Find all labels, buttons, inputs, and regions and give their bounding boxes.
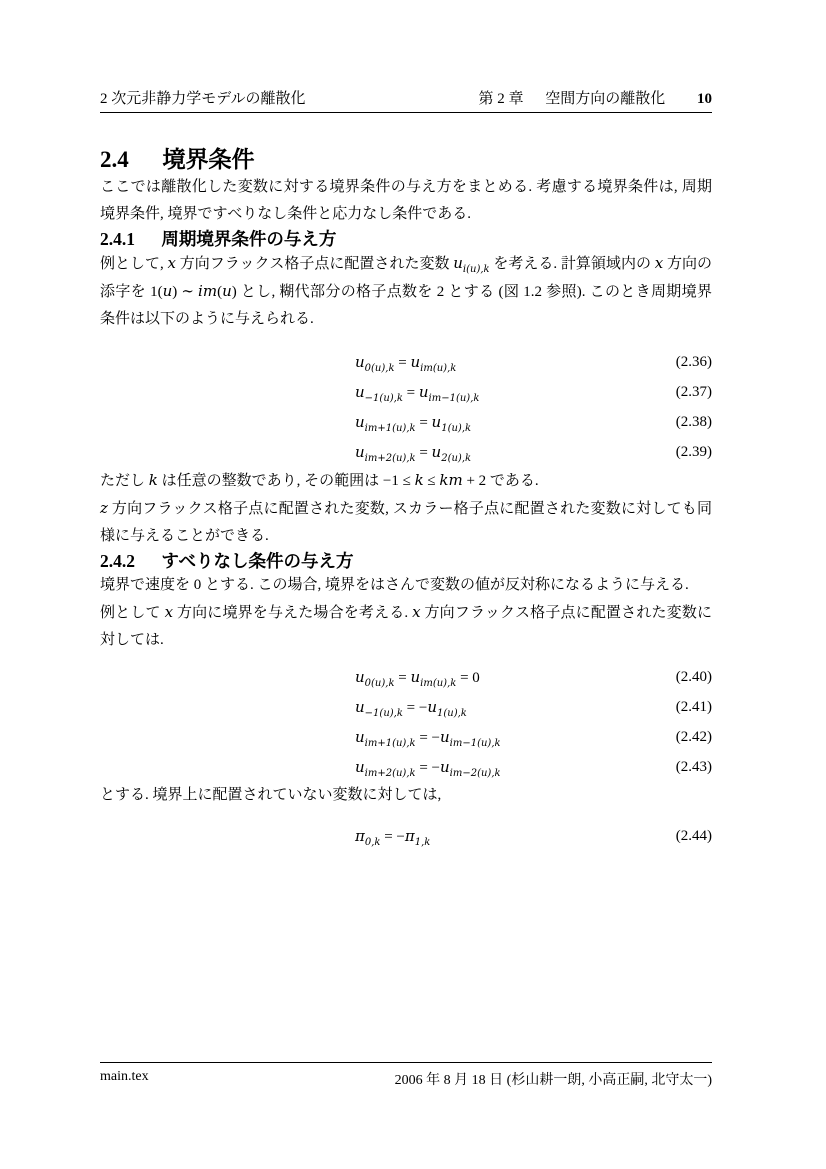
math-subscript: im(u),k	[420, 677, 457, 689]
math-subscript: −1(u),k	[364, 392, 403, 404]
math-token: u	[222, 282, 232, 300]
subsection-number: 2.4.1	[100, 229, 135, 249]
text-token: ここでは離散化した変数に対する境界条件の与え方をまとめる. 考慮する境界条件は, 周期境界条件, 境界ですべりなし条件と応力なし条件である.	[100, 179, 712, 222]
math-token: x	[412, 603, 421, 621]
text-token: は任意の整数であり, その範囲は −1 ≤	[157, 473, 415, 489]
equation-row	[100, 752, 712, 782]
math-token: u	[355, 697, 365, 716]
text-token: ) とし, 糊代部分の格子点数を 2 とする (図 1.2 参照). このとき周期境界条件は以下のように与えられる.	[100, 284, 712, 327]
equation-row	[100, 821, 712, 851]
para-intro	[100, 174, 712, 228]
text-token: 方向フラックス格子点に配置された変数に対しては.	[100, 605, 712, 648]
text-token: = −	[415, 759, 440, 776]
math-subscript: 1,k	[414, 836, 431, 848]
text-token: (	[217, 284, 223, 300]
equation-math	[355, 668, 480, 687]
equation-number: (2.37)	[675, 383, 712, 400]
math-token: u	[431, 412, 442, 431]
para-z-direction	[100, 495, 712, 550]
math-token: u	[355, 442, 365, 461]
math-token: u	[440, 727, 450, 746]
header-left-title: 2 次元非静力学モデルの離散化	[100, 91, 306, 107]
math-subscript: 1(u),k	[437, 707, 467, 719]
section-heading	[100, 146, 712, 174]
text-token: = −	[402, 699, 428, 716]
math-subscript: 0,k	[364, 836, 381, 848]
equation-number: (2.40)	[675, 668, 712, 685]
math-token: k	[414, 471, 424, 489]
text-token: とする. 境界上に配置されていない変数に対しては,	[100, 787, 442, 803]
equation-number: (2.43)	[675, 758, 712, 775]
math-subscript: 0(u),k	[364, 362, 395, 374]
equation-math	[355, 758, 501, 777]
math-subscript: im−2(u),k	[449, 767, 501, 779]
math-token: π	[404, 826, 415, 845]
text-token: =	[415, 414, 432, 431]
math-subscript: im−1(u),k	[449, 737, 501, 749]
para-noslip-intro	[100, 572, 712, 599]
header-chapter-number: 第 2 章	[478, 91, 524, 107]
equation-row	[100, 407, 712, 437]
equations-noslip	[100, 662, 712, 782]
equation-math	[355, 827, 430, 846]
equation-row	[100, 377, 712, 407]
equation-row	[100, 437, 712, 467]
math-subscript: im+2(u),k	[364, 767, 416, 779]
para-not-on-boundary	[100, 782, 712, 809]
text-token: 方向の添字を 1(	[100, 256, 712, 300]
subsection-title: 周期境界条件の与え方	[161, 229, 337, 249]
math-token: u	[410, 352, 421, 371]
text-token: 例として	[100, 605, 165, 621]
math-token: x	[654, 254, 664, 272]
math-token: u	[355, 382, 365, 401]
subsection-number: 2.4.2	[100, 551, 135, 571]
text-token: 境界で速度を 0 とする. この場合, 境界をはさんで変数の値が反対称になるように与える.	[100, 577, 689, 593]
equations-periodic	[100, 347, 712, 467]
equation-number: (2.39)	[675, 443, 712, 460]
equation-number: (2.42)	[675, 728, 712, 745]
page-number: 10	[697, 91, 712, 107]
equation-pi	[100, 821, 712, 851]
math-subscript: im(u),k	[420, 362, 457, 374]
page-footer	[100, 1062, 712, 1089]
section-number: 2.4	[100, 147, 129, 172]
text-token: =	[415, 444, 432, 461]
math-token: u	[440, 757, 450, 776]
math-subscript: im+1(u),k	[364, 737, 416, 749]
equation-number: (2.36)	[675, 353, 712, 370]
math-token: u	[453, 254, 463, 272]
text-token: =	[402, 384, 419, 401]
math-token: km	[439, 471, 463, 489]
math-token: u	[427, 697, 437, 716]
text-token: + 2 である.	[462, 473, 539, 489]
math-token: u	[355, 727, 365, 746]
math-token: π	[355, 826, 365, 845]
equation-math	[355, 698, 467, 717]
text-token: 方向フラックス格子点に配置された変数, スカラー格子点に配置された変数に対しても同様に与えることができる.	[100, 501, 712, 544]
equation-row	[100, 692, 712, 722]
math-token: u	[355, 667, 365, 686]
para-flux-example	[100, 250, 712, 333]
subsection-heading-noslip	[100, 550, 712, 572]
equation-row	[100, 722, 712, 752]
running-header	[100, 0, 712, 108]
equation-number: (2.41)	[675, 698, 712, 715]
math-token: x	[164, 603, 174, 621]
math-token: u	[162, 282, 173, 300]
text-token: =	[394, 354, 411, 371]
math-subscript: 0(u),k	[364, 677, 395, 689]
equation-row	[100, 347, 712, 377]
equation-math	[355, 413, 471, 432]
equation-math	[355, 353, 456, 372]
footer-row	[100, 1069, 712, 1089]
math-token: z	[100, 499, 108, 517]
header-rule	[100, 112, 712, 113]
math-subscript: −1(u),k	[364, 707, 403, 719]
math-token: u	[410, 667, 421, 686]
math-token: u	[355, 352, 365, 371]
para-noslip-example	[100, 599, 712, 654]
text-token: =	[394, 669, 411, 686]
subsection-heading-periodic	[100, 228, 712, 250]
math-token: u	[431, 442, 442, 461]
math-subscript: im+2(u),k	[364, 452, 416, 464]
math-subscript: i(u),k	[462, 264, 490, 275]
math-token: k	[148, 471, 158, 489]
math-subscript: im+1(u),k	[364, 422, 416, 434]
equation-math	[355, 383, 479, 402]
text-token: = −	[415, 729, 440, 746]
subsection-title: すべりなし条件の与え方	[161, 551, 354, 571]
text-token: 方向に境界を与えた場合を考える.	[173, 605, 413, 621]
text-token: ただし	[100, 473, 149, 489]
text-token: = 0	[456, 669, 480, 686]
footer-rule	[100, 1062, 712, 1063]
text-token: = −	[380, 828, 405, 845]
footer-date-authors: 2006 年 8 月 18 日 (杉山耕一朗, 小高正嗣, 北守太一)	[394, 1073, 712, 1088]
equation-row	[100, 662, 712, 692]
equation-math	[355, 443, 471, 462]
math-subscript: im−1(u),k	[428, 392, 480, 404]
text-token: ≤	[423, 473, 440, 489]
math-token: u	[355, 757, 365, 776]
para-k-range	[100, 467, 712, 495]
math-subscript: 1(u),k	[441, 422, 472, 434]
text-token: 方向フラックス格子点に配置された変数	[176, 256, 454, 272]
text-token: を考える. 計算領域内の	[489, 256, 655, 272]
equation-number: (2.38)	[675, 413, 712, 430]
equation-math	[355, 728, 501, 747]
header-chapter-title: 空間方向の離散化	[545, 91, 666, 107]
math-subscript: 2(u),k	[441, 452, 472, 464]
header-right	[478, 87, 712, 108]
section-title: 境界条件	[162, 147, 255, 172]
math-token: u	[418, 382, 429, 401]
math-token: im	[198, 282, 218, 300]
math-token: u	[355, 412, 365, 431]
equation-number: (2.44)	[675, 827, 712, 844]
math-token: x	[167, 254, 177, 272]
text-token: 例として,	[100, 256, 168, 272]
text-token: ) ∼	[172, 284, 199, 300]
footer-filename: main.tex	[100, 1069, 149, 1084]
